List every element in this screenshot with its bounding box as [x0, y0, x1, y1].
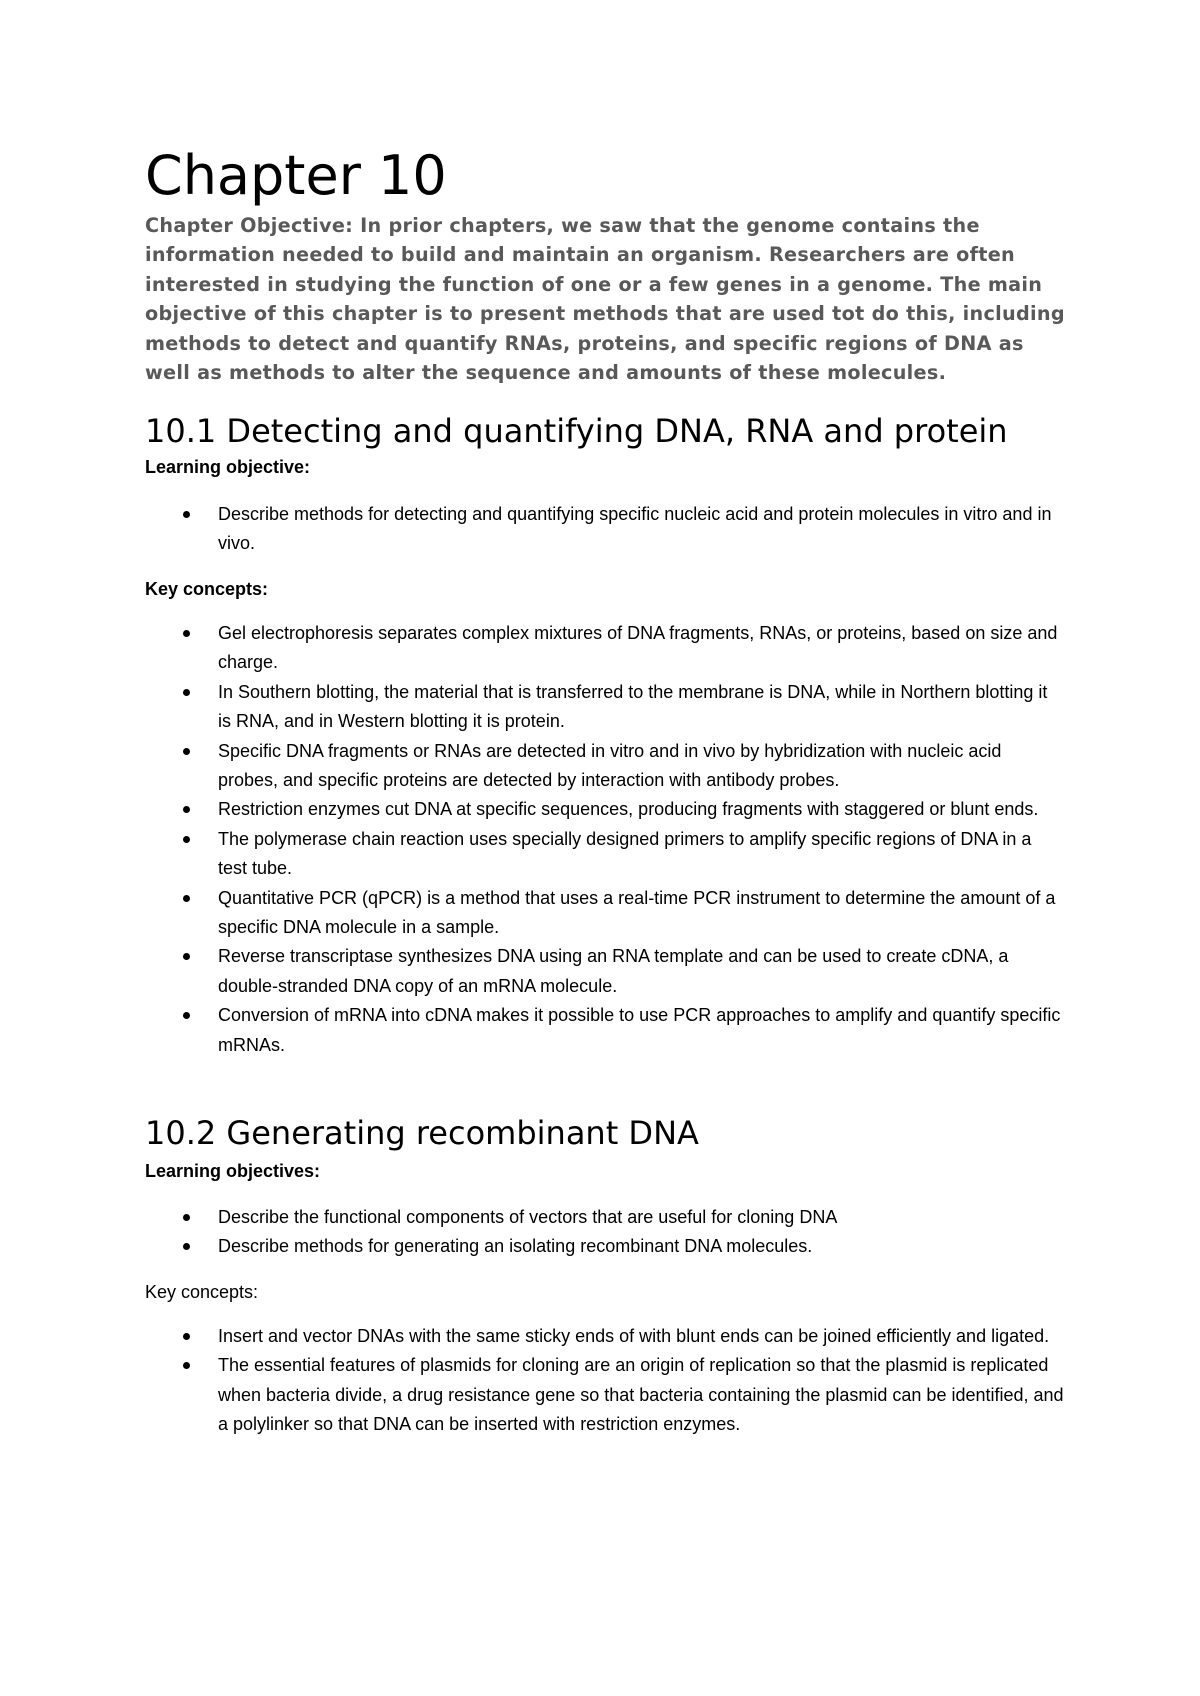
list-item	[145, 825, 1065, 884]
list-item-text: Specific DNA fragments or RNAs are detected in vitro and in vivo by hybridization with nucleic acid probes, and specific proteins are detected by interaction with antibody probes.	[218, 740, 1002, 791]
list-item	[145, 500, 1065, 559]
bullet-icon	[183, 1243, 190, 1250]
chapter-title: Chapter 10	[145, 144, 447, 207]
list-item	[145, 1001, 1065, 1060]
bullet-icon	[183, 748, 190, 755]
learning-objectives-list-10-1	[145, 500, 1065, 559]
learning-objective-label: Learning objective:	[145, 457, 311, 477]
list-item	[145, 1232, 1065, 1261]
list-item	[145, 678, 1065, 737]
bullet-icon	[183, 689, 190, 696]
chapter-objective: Chapter Objective: In prior chapters, we saw that the genome contains the information needed to build and maintain an organism. Researchers are often interested in studying the function of one or a few genes in a genome. The main objective of this chapter is to present methods that are used tot do this, including methods to detect and quantify RNAs, proteins, and specific regions of DNA as well as methods to alter the sequence and amounts of these molecules.	[145, 214, 1065, 385]
bullet-icon	[183, 806, 190, 813]
list-item	[145, 1203, 1065, 1232]
list-item	[145, 942, 1065, 1001]
list-item-text: Describe methods for generating an isolating recombinant DNA molecules.	[218, 1236, 813, 1257]
bullet-icon	[183, 1214, 190, 1221]
list-item	[145, 619, 1065, 678]
bullet-icon	[183, 511, 190, 518]
list-item-text: Restriction enzymes cut DNA at specific sequences, producing fragments with staggered or blunt ends.	[218, 799, 1039, 820]
list-item-text: Gel electrophoresis separates complex mixtures of DNA fragments, RNAs, or proteins, based on size and charge.	[218, 623, 1058, 673]
section-heading-10-1: 10.1 Detecting and quantifying DNA, RNA and protein	[145, 412, 1008, 450]
list-item-text: Describe the functional components of vectors that are useful for cloning DNA	[218, 1207, 838, 1227]
list-item	[145, 884, 1065, 943]
list-item	[145, 1322, 1065, 1351]
key-concepts-label: Key concepts:	[145, 579, 269, 599]
learning-objectives-list-10-2	[145, 1203, 1065, 1262]
bullet-icon	[183, 1362, 190, 1369]
list-item-text: In Southern blotting, the material that is transferred to the membrane is DNA, while in Northern blotting it is RNA, and in Western blotting it is protein.	[218, 681, 1048, 732]
list-item-text: The essential features of plasmids for cloning are an origin of replication so that the plasmid is replicated when bacteria divide, a drug resistance gene so that bacteria containing the plasmid can be identified, and a polylinker so that DNA can be inserted with restriction enzymes.	[218, 1355, 1064, 1435]
list-item	[145, 737, 1065, 796]
list-item-text: Insert and vector DNAs with the same sticky ends of with blunt ends can be joined efficiently and ligated.	[218, 1326, 1050, 1346]
key-concepts-list-10-1	[145, 619, 1065, 1060]
list-item	[145, 1351, 1065, 1439]
bullet-icon	[183, 953, 190, 960]
key-concepts-list-10-2	[145, 1322, 1065, 1440]
bullet-icon	[183, 630, 190, 637]
bullet-icon	[183, 895, 190, 902]
bullet-icon	[183, 836, 190, 843]
list-item-text: Conversion of mRNA into cDNA makes it possible to use PCR approaches to amplify and quantify specific mRNAs.	[218, 1005, 1061, 1055]
list-item-text: Describe methods for detecting and quantifying specific nucleic acid and protein molecules in vitro and in vivo.	[218, 504, 1052, 554]
list-item-text: Quantitative PCR (qPCR) is a method that uses a real-time PCR instrument to determine the amount of a specific DNA molecule in a sample.	[218, 887, 1056, 938]
bullet-icon	[183, 1333, 190, 1340]
list-item-text: The polymerase chain reaction uses specially designed primers to amplify specific regions of DNA in a test tube.	[218, 828, 1032, 879]
learning-objectives-label: Learning objectives:	[145, 1161, 321, 1181]
key-concepts-label: Key concepts:	[145, 1282, 259, 1302]
bullet-icon	[183, 1012, 190, 1019]
section-heading-10-2: 10.2 Generating recombinant DNA	[145, 1114, 699, 1152]
list-item	[145, 795, 1065, 824]
list-item-text: Reverse transcriptase synthesizes DNA using an RNA template and can be used to create cDNA, a double-stranded DNA copy of an mRNA molecule.	[218, 946, 1009, 996]
